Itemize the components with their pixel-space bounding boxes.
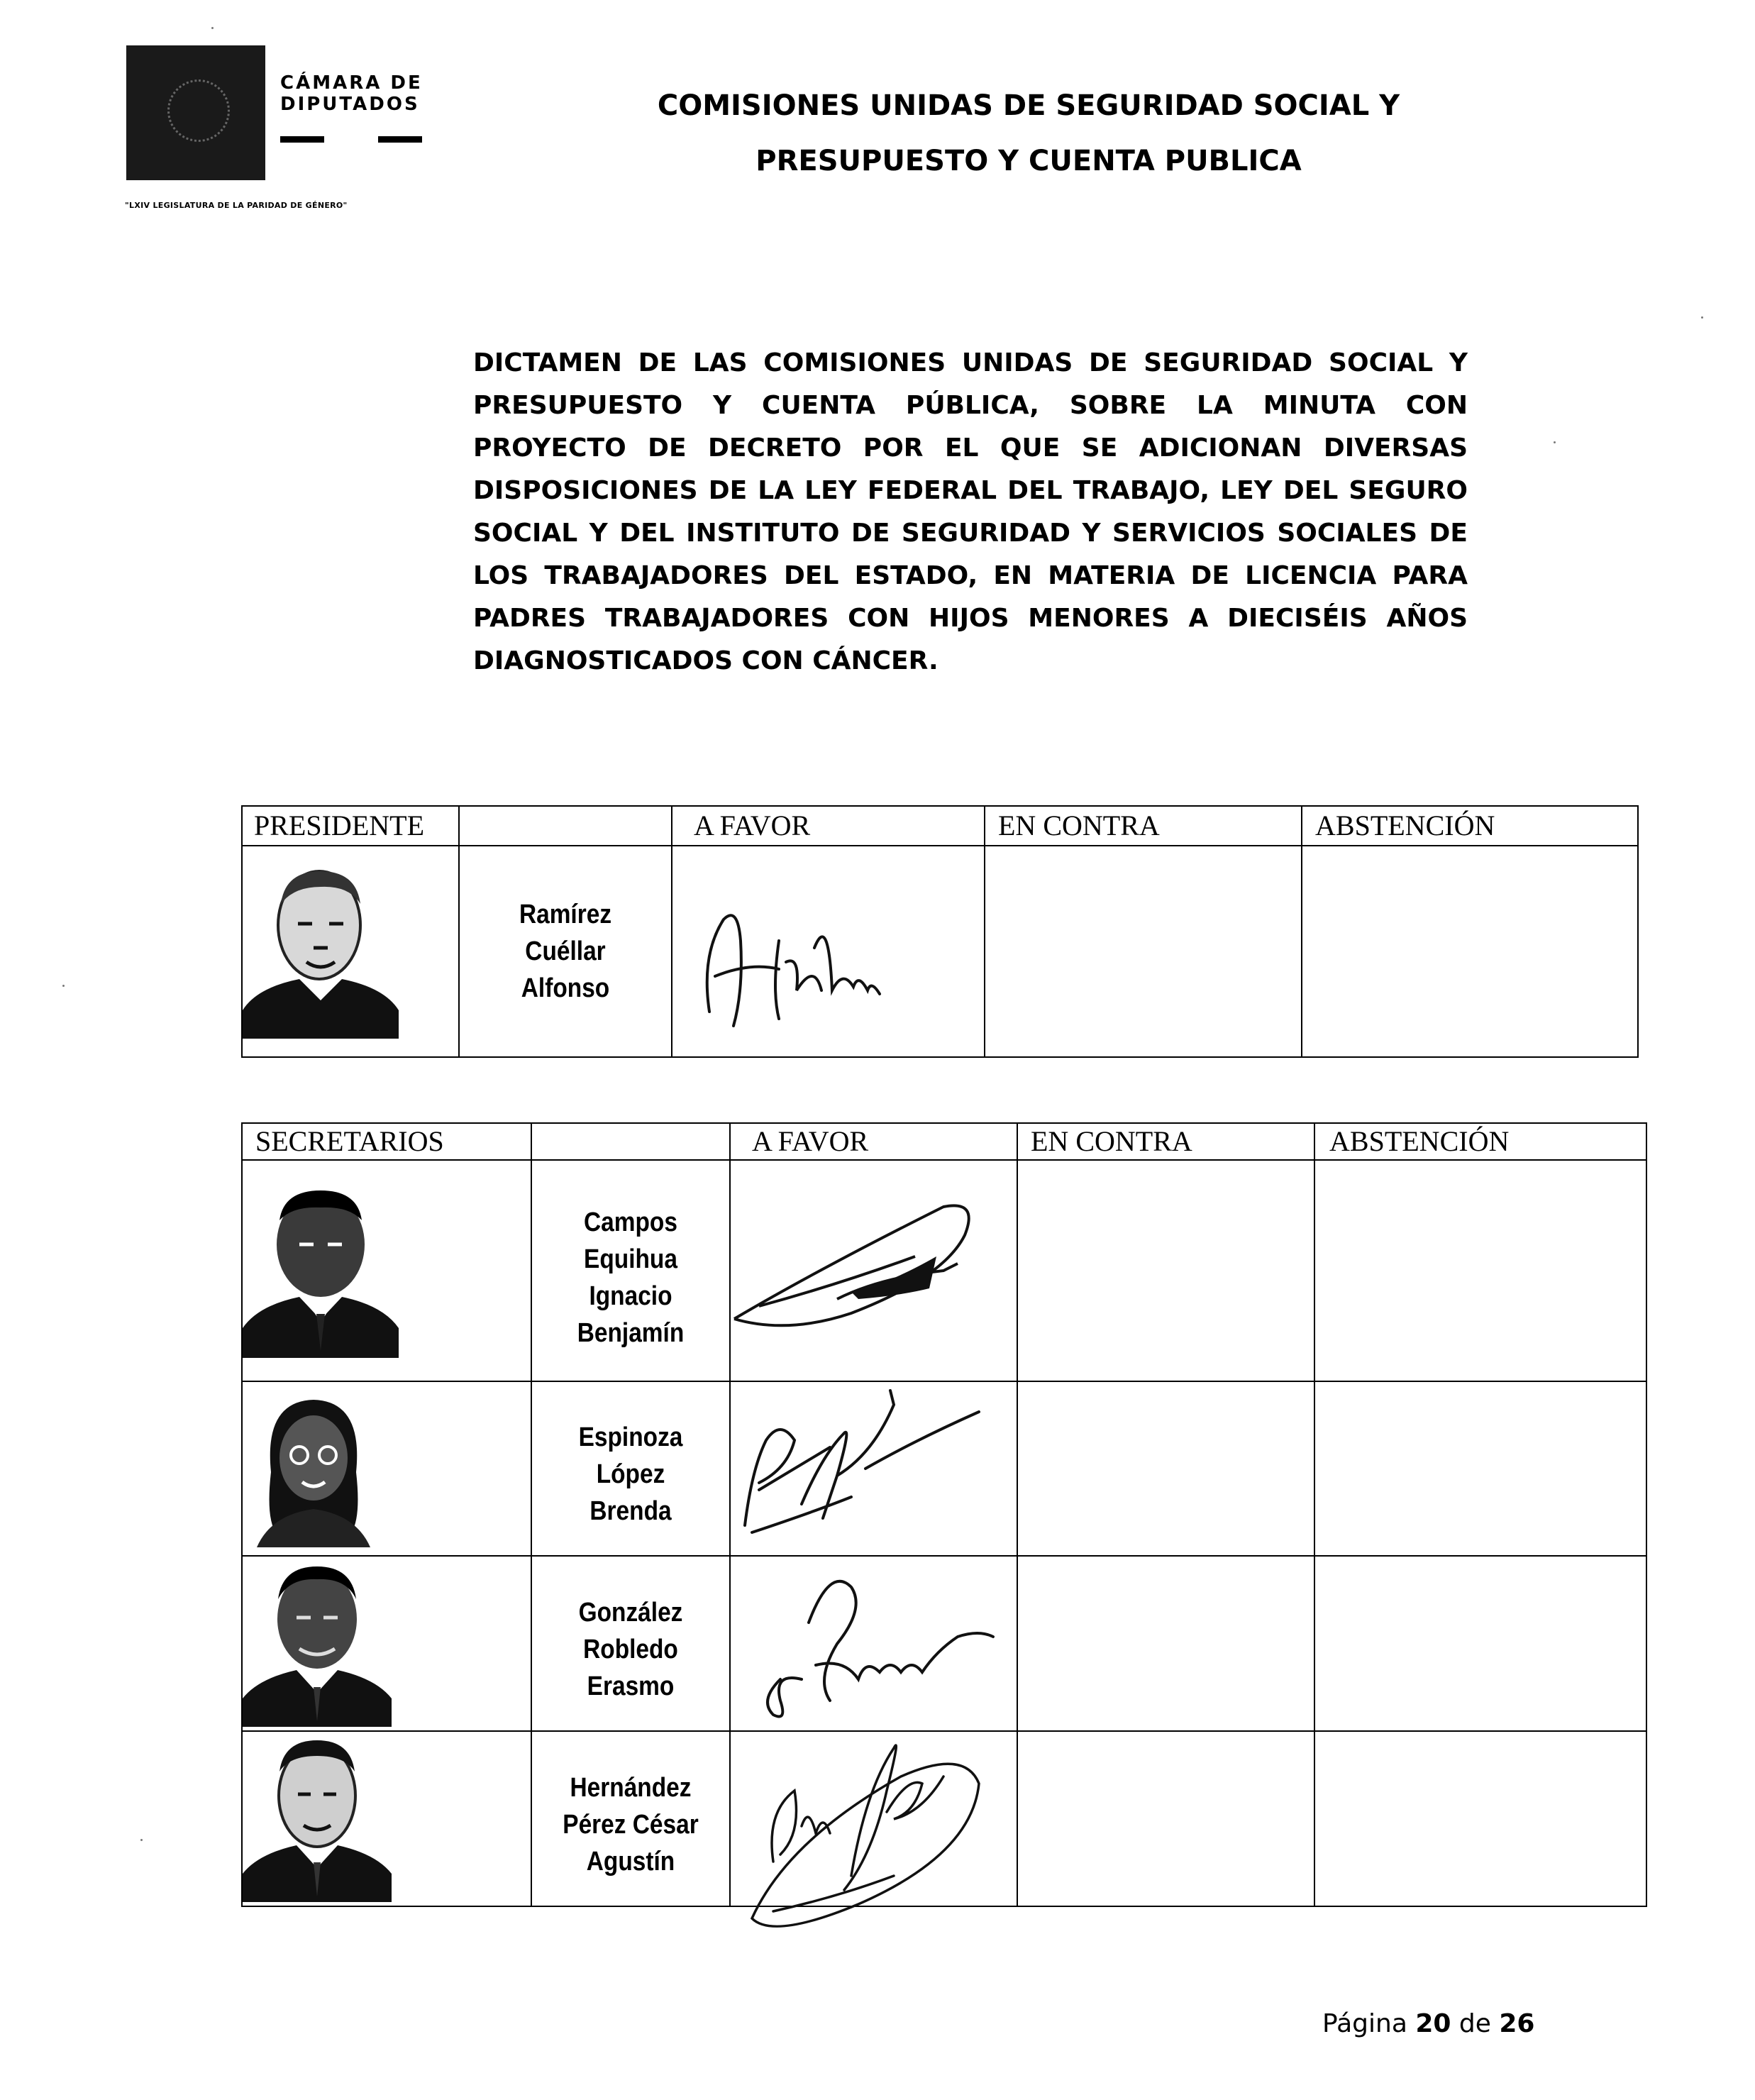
member-name: Ramírez Cuéllar Alfonso	[472, 846, 659, 1057]
contra-header: EN CONTRA	[1017, 1123, 1314, 1160]
favor-header: A FAVOR	[730, 1123, 1017, 1160]
secretarios-vote-table	[241, 1122, 1647, 1907]
scan-speck	[140, 1839, 143, 1841]
member-portrait-photo	[243, 861, 399, 1039]
member-name: Espinoza López Brenda	[543, 1381, 718, 1556]
contra-vote-cell	[1017, 1381, 1314, 1556]
abstencion-vote-cell	[1314, 1731, 1646, 1906]
signature-image	[731, 1383, 1017, 1554]
member-photo-cell	[242, 1556, 531, 1731]
favor-header: A FAVOR	[672, 806, 985, 846]
logo-text	[280, 72, 423, 115]
table-row	[242, 1556, 1646, 1731]
presidente-vote-table	[241, 805, 1639, 1058]
table-row	[242, 1160, 1646, 1381]
abstencion-header: ABSTENCIÓN	[1302, 806, 1638, 846]
abstencion-vote-cell	[1314, 1160, 1646, 1381]
scan-speck	[62, 985, 65, 987]
member-name: Campos Equihua Ignacio Benjamín	[543, 1160, 718, 1381]
contra-vote-cell	[1017, 1160, 1314, 1381]
page-title-line-1: COMISIONES UNIDAS DE SEGURIDAD SOCIAL Y	[657, 89, 1400, 122]
favor-vote-cell	[730, 1381, 1017, 1556]
logo-line-1: CÁMARA DE	[280, 72, 423, 94]
page-title	[568, 78, 1490, 189]
signature-image	[731, 1734, 1017, 1904]
contra-vote-cell	[985, 846, 1302, 1057]
table-header-row	[242, 806, 1638, 846]
page-number: Página 20 de 26	[1322, 2009, 1535, 2038]
signature-image	[731, 1164, 1017, 1377]
empty-header	[531, 1123, 730, 1160]
abstencion-vote-cell	[1302, 846, 1638, 1057]
role-header: SECRETARIOS	[242, 1123, 531, 1160]
role-header: PRESIDENTE	[242, 806, 459, 846]
scan-speck	[1701, 316, 1703, 319]
abstencion-header: ABSTENCIÓN	[1314, 1123, 1646, 1160]
scan-speck	[1554, 441, 1556, 443]
member-photo-cell	[242, 1381, 531, 1556]
logo-line-2: DIPUTADOS	[280, 94, 420, 115]
table-row	[242, 1381, 1646, 1556]
page-title-line-2: PRESUPUESTO Y CUENTA PUBLICA	[755, 145, 1302, 177]
member-photo-cell	[242, 846, 459, 1057]
scan-speck	[211, 27, 214, 29]
abstencion-vote-cell	[1314, 1381, 1646, 1556]
table-row	[242, 846, 1638, 1057]
logo-bars-decoration	[280, 136, 422, 143]
camara-logo-emblem	[126, 45, 265, 180]
favor-vote-cell	[730, 1556, 1017, 1731]
empty-header	[459, 806, 672, 846]
abstencion-vote-cell	[1314, 1556, 1646, 1731]
member-portrait-photo	[243, 1557, 392, 1727]
member-photo-cell	[242, 1160, 531, 1381]
member-portrait-photo	[243, 1732, 392, 1902]
legislature-motto: "LXIV LEGISLATURA DE LA PARIDAD DE GÉNERO"	[125, 201, 348, 210]
member-portrait-photo	[243, 1387, 384, 1547]
table-row	[242, 1731, 1646, 1906]
signature-image	[672, 849, 985, 1054]
dictamen-text: DICTAMEN DE LAS COMISIONES UNIDAS DE SEGURIDAD SOCIAL Y PRESUPUESTO Y CUENTA PÚBLICA, SOBRE LA MINUTA CON PROYECTO DE DECRETO POR EL QUE SE ADICIONAN DIVERSAS DISPOSICIONES DE LA LEY FEDERAL DEL TRABAJO, LEY DEL SEGURO SOCIAL Y DEL INSTITUTO DE SEGURIDAD Y SERVICIOS SOCIALES DE LOS TRABAJADORES DEL ESTADO, EN MATERIA DE LICENCIA PARA PADRES TRABAJADORES CON HIJOS MENORES A DIECISÉIS AÑOS DIAGNOSTICADOS CON CÁNCER.	[473, 348, 1468, 675]
contra-header: EN CONTRA	[985, 806, 1302, 846]
member-portrait-photo	[243, 1181, 399, 1358]
favor-vote-cell	[730, 1731, 1017, 1906]
favor-vote-cell	[672, 846, 985, 1057]
signature-image	[731, 1559, 1017, 1729]
table-header-row	[242, 1123, 1646, 1160]
favor-vote-cell	[730, 1160, 1017, 1381]
member-photo-cell	[242, 1731, 531, 1906]
contra-vote-cell	[1017, 1556, 1314, 1731]
member-name: González Robledo Erasmo	[543, 1556, 718, 1731]
contra-vote-cell	[1017, 1731, 1314, 1906]
member-name: Hernández Pérez César Agustín	[543, 1731, 718, 1906]
